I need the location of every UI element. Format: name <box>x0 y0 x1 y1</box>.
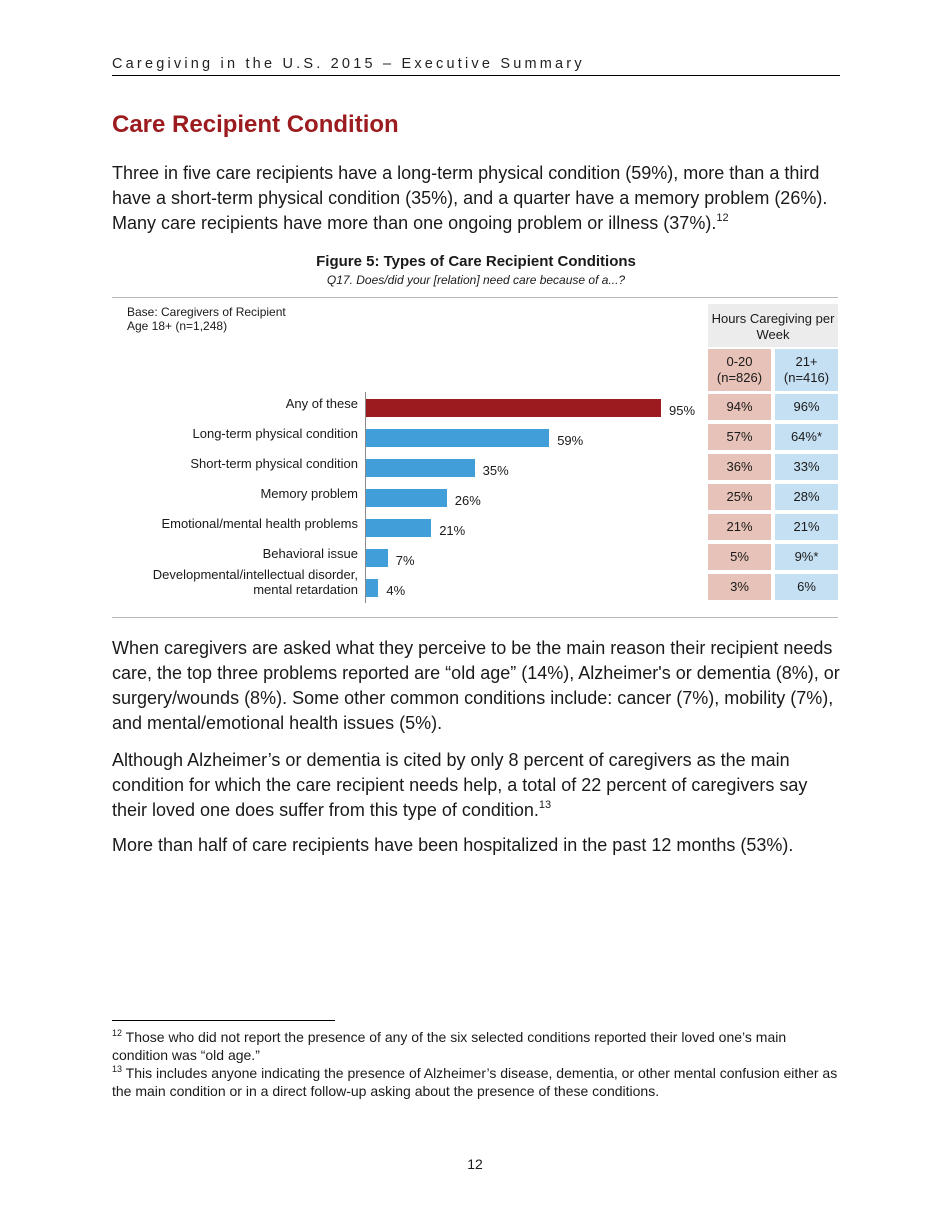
bar-value-label: 21% <box>439 523 466 538</box>
intro-paragraph <box>112 161 840 236</box>
footnote-13 <box>112 1064 840 1100</box>
footnote-12-number: 12 <box>112 1028 123 1038</box>
category-label-behavioral-issue <box>263 546 358 561</box>
cell-21plus-long-term-physical-condition: 64%* <box>775 424 838 450</box>
paragraph-hospitalized: More than half of care recipients have been hospitalized in the past 12 months (53%). <box>112 835 794 855</box>
cell-21plus-memory-problem: 28% <box>775 484 838 510</box>
category-label-memory-problem <box>260 486 358 501</box>
base-note <box>127 305 286 333</box>
cell-21plus-developmental-intellectual-disorder-ment: 6% <box>775 574 838 600</box>
category-label-any-of-these <box>286 396 358 411</box>
figure-title: Figure 5: Types of Care Recipient Conditions <box>316 253 636 270</box>
category-label-line: Emotional/mental health problems <box>161 516 358 531</box>
category-label-developmental-intellectual-disorder-ment <box>153 567 358 597</box>
paragraph-alzheimers-text: Although Alzheimer’s or dementia is cited by only 8 percent of caregivers as the main condition for which the care recipient needs help, a total of 22 percent of caregivers say their loved one does suffer from this type of condition. <box>112 750 808 820</box>
bar-developmental-intellectual-disorder-ment <box>366 579 378 597</box>
bar-value-label: 7% <box>395 553 415 568</box>
category-label-long-term-physical-condition <box>193 426 358 441</box>
footnote-13-text: This includes anyone indicating the presence of Alzheimer’s disease, dementia, or other mental confusion either as the main condition or in a direct follow-up asking about the presence of these conditions. <box>112 1065 838 1099</box>
bar-value-label: 95% <box>669 403 696 418</box>
bar-value-label: 4% <box>386 583 406 598</box>
figure-bottom-rule <box>112 617 838 618</box>
category-label-line: Short-term physical condition <box>190 456 358 471</box>
base-note-line-1: Base: Caregivers of Recipient <box>127 305 286 319</box>
cell-0-20-behavioral-issue: 5% <box>708 544 771 570</box>
figure-top-rule <box>112 297 838 298</box>
footnote-12-text: Those who did not report the presence of any of the six selected conditions reported their loved one’s main condition was “old age.” <box>112 1029 787 1063</box>
figure-subtitle: Q17. Does/did your [relation] need care because of a...? <box>326 273 626 287</box>
hours-caregiving-header: Hours Caregiving per Week <box>708 304 838 347</box>
cell-0-20-memory-problem: 25% <box>708 484 771 510</box>
category-label-line: Long-term physical condition <box>192 426 358 441</box>
cell-0-20-developmental-intellectual-disorder-ment: 3% <box>708 574 771 600</box>
cell-21plus-behavioral-issue: 9%* <box>775 544 838 570</box>
page-number: 12 <box>467 1156 483 1172</box>
chart-axis <box>365 392 366 603</box>
bar-value-label: 26% <box>454 493 481 508</box>
cell-0-20-any-of-these: 94% <box>708 394 771 420</box>
category-label-line: Memory problem <box>260 486 358 501</box>
footnote-rule <box>112 1020 335 1021</box>
cell-21plus-emotional-mental-health-problems: 21% <box>775 514 838 540</box>
col-header-0-20: 0-20 (n=826) <box>708 349 771 391</box>
col-header-21plus: 21+ (n=416) <box>775 349 838 391</box>
bar-emotional-mental-health-problems <box>366 519 431 537</box>
footnote-ref-12[interactable]: 12 <box>716 212 729 224</box>
bar-long-term-physical-condition <box>366 429 549 447</box>
base-note-line-2: Age 18+ (n=1,248) <box>127 319 228 333</box>
cell-21plus-short-term-physical-condition: 33% <box>775 454 838 480</box>
cell-0-20-long-term-physical-condition: 57% <box>708 424 771 450</box>
bar-value-label: 35% <box>482 463 509 478</box>
category-label-short-term-physical-condition <box>190 456 358 471</box>
footnote-13-number: 13 <box>112 1064 123 1074</box>
bar-short-term-physical-condition <box>366 459 475 477</box>
category-label-line: mental retardation <box>253 582 358 597</box>
footnote-12 <box>112 1028 840 1064</box>
intro-text: Three in five care recipients have a long-term physical condition (59%), more than a third have a short-term physical condition (35%), and a quarter have a memory problem (26%). Many care recipients have more than one ongoing problem or illness (37%). <box>112 163 828 233</box>
footnote-ref-13[interactable]: 13 <box>538 799 552 811</box>
bar-any-of-these <box>366 399 661 417</box>
category-label-line: Developmental/intellectual disorder, <box>152 567 358 582</box>
section-title: Care Recipient Condition <box>112 111 399 138</box>
header-rule <box>112 75 840 76</box>
category-label-line: Behavioral issue <box>262 546 358 561</box>
bar-memory-problem <box>366 489 447 507</box>
cell-21plus-any-of-these: 96% <box>775 394 838 420</box>
paragraph-main-reason: When caregivers are asked what they perceive to be the main reason their recipient needs care, the top three problems reported are “old age” (14%), Alzheimer's or dementia (8%), or surgery/wounds (8%). Some other common conditions include: cancer (7%), mobility (7%), and mental/emotional health issues (5%). <box>112 638 840 733</box>
category-label-line: Any of these <box>285 396 358 411</box>
category-label-emotional-mental-health-problems <box>161 516 358 531</box>
bar-value-label: 59% <box>557 433 584 448</box>
bar-behavioral-issue <box>366 549 388 567</box>
cell-0-20-short-term-physical-condition: 36% <box>708 454 771 480</box>
running-header: Caregiving in the U.S. 2015 – Executive Summary <box>112 56 585 72</box>
cell-0-20-emotional-mental-health-problems: 21% <box>708 514 771 540</box>
paragraph-alzheimers <box>112 748 840 823</box>
